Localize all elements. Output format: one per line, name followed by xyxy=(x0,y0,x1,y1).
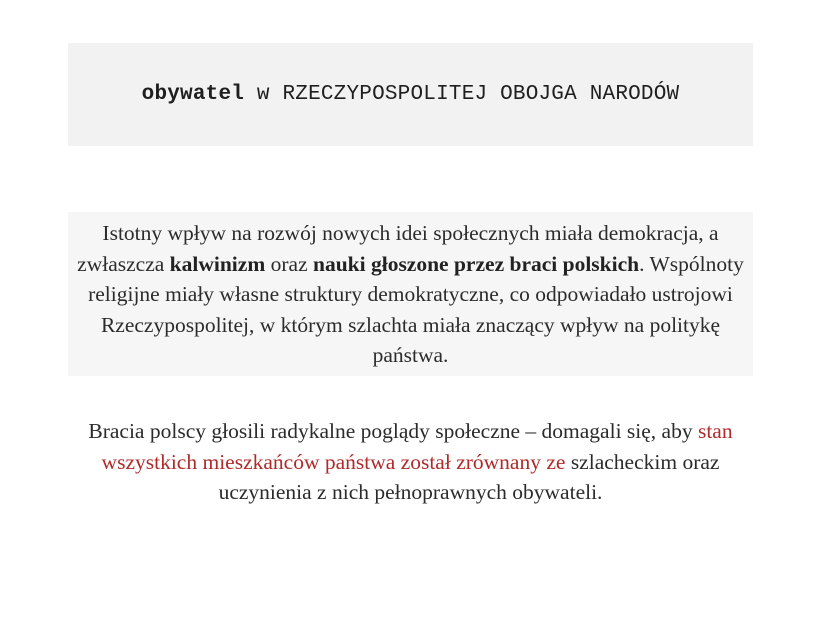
paragraph-polish-brethren xyxy=(68,416,753,508)
paragraph-democracy xyxy=(68,218,753,371)
paragraph1-text-c: . Wspólnoty religijne miały własne struktury demokratyczne, co odpowiadało ustrojowi Rzeczypospolitej, w którym szlachta miała znaczący wpływ na politykę państwa. xyxy=(88,251,744,367)
title-rest: w RZECZYPOSPOLITEJ OBOJGA NARODÓW xyxy=(244,83,680,106)
page-title xyxy=(142,83,680,106)
paragraph2-text-b: szlacheckim oraz uczynienia z nich pełnoprawnych obywateli. xyxy=(218,449,720,504)
title-bold-word: obywatel xyxy=(141,83,245,106)
paragraph2-text-a: Bracia polscy głosili radykalne poglądy społeczne – domagali się, aby xyxy=(88,419,698,443)
title-banner xyxy=(68,43,753,146)
paragraph1-text-a: Istotny wpływ na rozwój nowych idei społecznych miała demokracja, a zwłaszcza xyxy=(77,221,719,276)
paragraph1-bold-polish-brethren: nauki głoszone przez braci polskich xyxy=(313,251,640,276)
paragraph1-bold-calvinism: kalwinizm xyxy=(169,251,266,276)
paragraph1-text-b: oraz xyxy=(265,251,313,276)
paragraph2-highlight: stan wszystkich mieszkańców państwa został zrównany ze xyxy=(101,419,733,474)
